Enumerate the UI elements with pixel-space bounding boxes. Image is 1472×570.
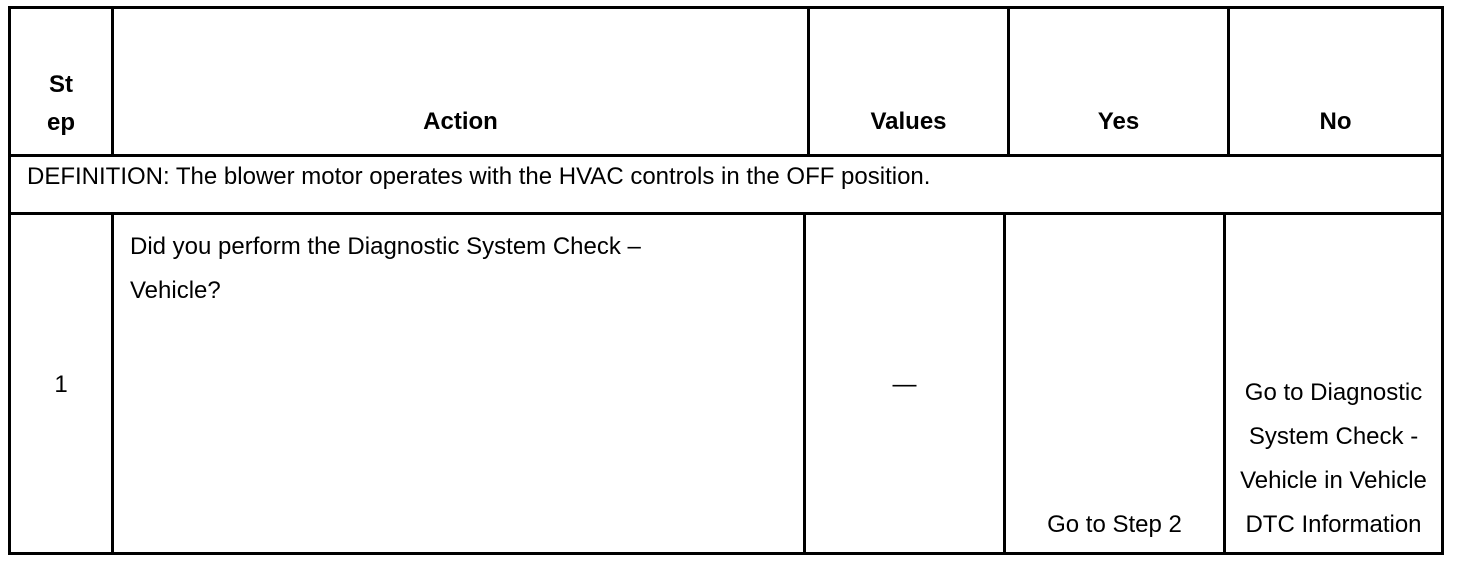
header-yes bbox=[1010, 9, 1227, 154]
header-action-label: Action bbox=[423, 108, 498, 135]
header-values-label: Values bbox=[870, 108, 947, 135]
yes-cell bbox=[1006, 215, 1223, 555]
definition-text: DEFINITION: The blower motor operates with the HVAC controls in the OFF position. bbox=[27, 163, 931, 190]
step-number: 1 bbox=[54, 371, 68, 398]
action-cell bbox=[114, 215, 803, 555]
action-text: Did you perform the Diagnostic System Check – Vehicle? bbox=[130, 233, 641, 304]
values-cell bbox=[806, 215, 1003, 555]
diagnostic-table bbox=[8, 6, 1444, 555]
header-step-label: St ep bbox=[46, 71, 75, 136]
step-cell bbox=[11, 215, 111, 555]
header-step bbox=[11, 9, 111, 154]
header-action bbox=[114, 9, 807, 154]
no-cell bbox=[1226, 215, 1441, 555]
no-link-text: Go to Diagnostic System Check - Vehicle in Vehicle DTC Information bbox=[1240, 379, 1427, 538]
header-no bbox=[1230, 9, 1441, 154]
values-text: — bbox=[892, 371, 917, 398]
yes-link-text: Go to Step 2 bbox=[1047, 511, 1182, 538]
header-no-label: No bbox=[1319, 108, 1352, 135]
header-values bbox=[810, 9, 1007, 154]
definition-row bbox=[11, 157, 1441, 212]
header-yes-label: Yes bbox=[1097, 108, 1140, 135]
